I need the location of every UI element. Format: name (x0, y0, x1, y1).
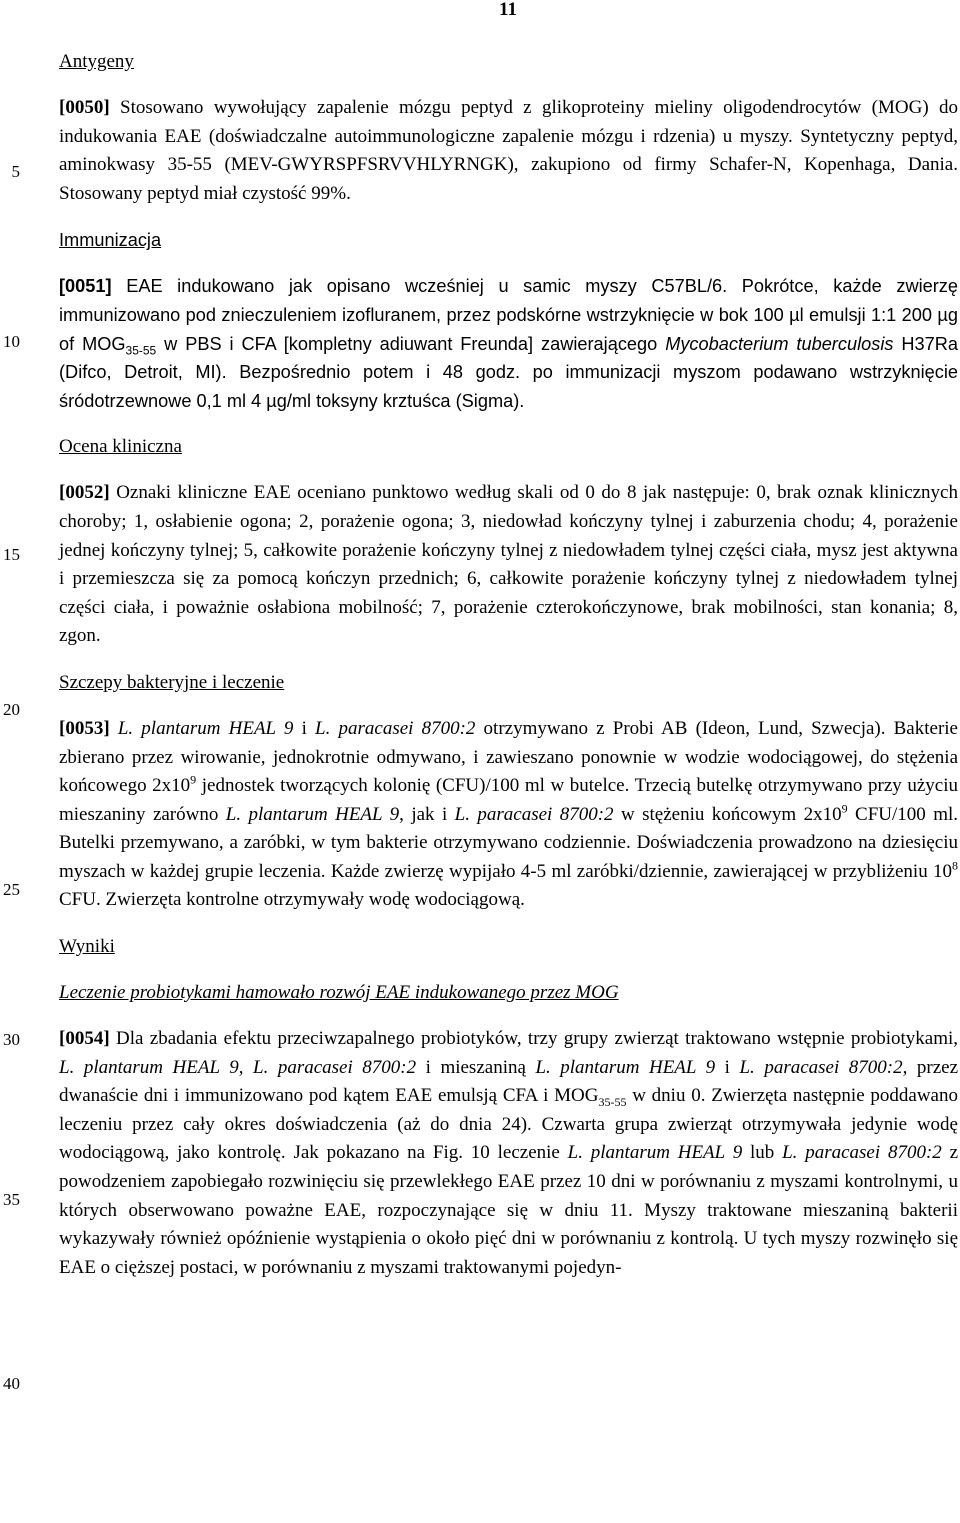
document-body (59, 48, 958, 1282)
section-heading-ocena-kliniczna: Ocena kliniczna (59, 436, 182, 458)
paragraph-0051: [0051] EAE indukowano jak opisano wcześniej u samic myszy C57BL/6. Pokrótce, każde zwierzę immunizowano pod znieczuleniem izofluranem, przez podskórne wstrzyknięcie w bok 100 µl emulsji 1:1 200 µg of $MOG_{35-55}$ w PBS i CFA [kompletny adiuwant Freunda] zawierającego Mycobacterium tuberculosis H37Ra (Difco, Detroit, MI). Bezpośrednio potem i 48 godz. po immunizacji myszom podawano wstrzyknięcie śródotrzewnowe 0,1 ml 4 µg/ml toksyny krztuśca (Sigma). (59, 276, 958, 411)
line-number: 25 (3, 880, 20, 899)
paragraph-0053: [0053] L. plantarum HEAL 9 i L. paracasei 8700:2 otrzymywano z Probi AB (Ideon, Lund, Szwecja). Bakterie zbierano przez wirowanie, jednokrotnie odmywano, i zawieszano ponownie w wodzie wodociągowej, do stężenia końcowego $2x10^9$ jednostek tworzących kolonię (CFU)/100 ml w butelce. Trzecią butelkę otrzymywano przy użyciu mieszaniny zarówno L. plantarum HEAL 9, jak i L. paracasei 8700:2 w stężeniu końcowym $2x10^9$ CFU/100 ml. Butelki przemywano, a zaróbki, w tym bakterie otrzymywano codziennie. Doświadczenia prowadzono na dziesięciu myszach w każdej grupie leczenia. Każde zwierzę wypijało 4-5 ml zaróbki/dziennie, zawierającej w przybliżeniu $10^8$ CFU. Zwierzęta kontrolne otrzymywały wodę wodociągową. (59, 717, 958, 911)
paragraph-id: [0051] (59, 276, 112, 297)
subsection-heading: Leczenie probiotykami hamowało rozwój EAE indukowanego przez MOG (59, 982, 619, 1004)
paragraph-id: [0053] (59, 717, 110, 739)
section-heading-wyniki: Wyniki (59, 936, 115, 958)
line-number: 15 (3, 545, 20, 564)
page-number: 11 (499, 0, 517, 20)
line-number: 10 (3, 332, 20, 351)
paragraph-id: [0052] (59, 482, 110, 504)
line-number: 20 (3, 700, 20, 719)
section-heading-antygeny: Antygeny (59, 51, 134, 72)
paragraph-0054: [0054] Dla zbadania efektu przeciwzapalnego probiotyków, trzy grupy zwierząt traktowano wstępnie probiotykami, L. plantarum HEAL 9, L. paracasei 8700:2 i mieszaniną L. plantarum HEAL 9 i L. paracasei 8700:2, przez dwanaście dni i immunizowano pod kątem EAE emulsją CFA i $MOG_{35-55}$ w dniu 0. Zwierzęta następnie poddawano leczeniu przez cały okres doświadczenia (aż do dnia 24). Czwarta grupa zwierząt otrzymywała jedynie wodę wodociągową, jako kontrolę. Jak pokazano na Fig. 10 leczenie L. plantarum HEAL 9 lub L. paracasei 8700:2 z powodzeniem zapobiegało rozwinięciu się przewlekłego EAE przez 10 dni w porównaniu z myszami kontrolnymi, u których obserwowano poważne EAE, rozpoczynające się w dniu 11. Myszy traktowane mieszaniną bakterii wykazywały również opóźnienie wystąpienia o około pięć dni w porównaniu z kontrolą. U tych myszy rozwinęło się EAE o cięższej postaci, w porównaniu z myszami traktowanymi pojedyn- (59, 1028, 959, 1278)
line-number: 35 (3, 1190, 20, 1209)
paragraph-id: [0050] (59, 97, 110, 118)
line-number-margin (0, 0, 40, 1523)
paragraph-0052: [0052] Oznaki kliniczne EAE oceniano punktowo według skali od 0 do 8 jak następuje: 0, brak oznak klinicznych choroby; 1, osłabienie ogona; 2, porażenie ogona; 3, niedowład kończyny tylnej i zaburzenia chodu; 4, porażenie jednej kończyny tylnej; 5, całkowite porażenie kończyny tylnej z niedowładem tylnej części ciała, mysz jest aktywna i przemieszcza się za pomocą kończyn przednich; 6, całkowite porażenie kończyny tylnej z niedowładem tylnej części ciała, i poważnie osłabiona mobilność; 7, porażenie czterokończynowe, brak mobilności, stan konania; 8, zgon. (59, 482, 958, 647)
line-number: 30 (3, 1030, 20, 1049)
paragraph-0050: [0050] Stosowano wywołujący zapalenie mózgu peptyd z glikoproteiny mieliny oligodendrocytów (MOG) do indukowania EAE (doświadczalne autoimmunologiczne zapalenie mózgu i rdzenia) u myszy. Syntetyczny peptyd, aminokwasy 35-55 (MEV-GWYRSPFSRVVHLYRNGK), zakupiono od firmy Schafer-N, Kopenhaga, Dania. Stosowany peptyd miał czystość 99%. (59, 97, 959, 204)
section-heading-immunizacja: Immunizacja (59, 230, 162, 251)
paragraph-id: [0054] (59, 1028, 110, 1050)
line-number: 40 (3, 1374, 20, 1393)
section-heading-szczepy: Szczepy bakteryjne i leczenie (59, 671, 285, 693)
line-number: 5 (11, 162, 20, 181)
